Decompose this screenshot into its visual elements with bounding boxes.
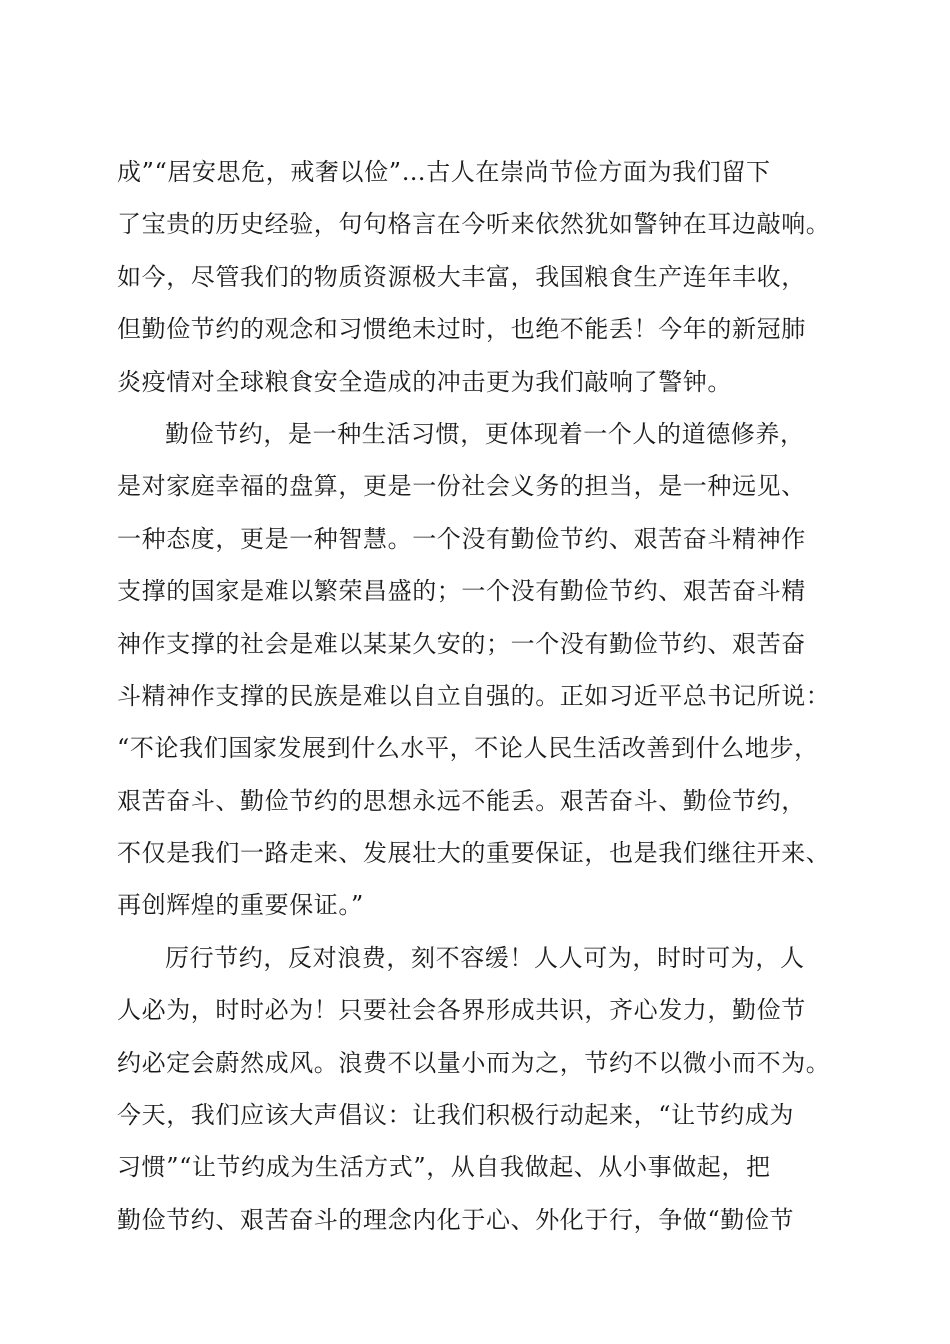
paragraph-first-line: 勤俭节约，是一种生活习惯，更体现着一个人的道德修养， — [165, 419, 805, 448]
text-line: 人必为，时时必为！只要社会各界形成共识，齐心发力，勤俭节 — [117, 996, 806, 1025]
text-line: 约必定会蔚然成风。浪费不以量小而为之，节约不以微小而不为。 — [117, 1048, 831, 1077]
text-line: 一种态度，更是一种智慧。一个没有勤俭节约、艰苦奋斗精神作 — [117, 524, 806, 553]
text-line: 不仅是我们一路走来、发展壮大的重要保证，也是我们继往开来、 — [117, 839, 831, 868]
text-line: 如今，尽管我们的物质资源极大丰富，我国粮食生产连年丰收， — [117, 262, 806, 291]
text-line: 今天，我们应该大声倡议：让我们积极行动起来，“让节约成为 — [117, 1101, 795, 1130]
text-line: 艰苦奋斗、勤俭节约的思想永远不能丢。艰苦奋斗、勤俭节约， — [117, 786, 806, 815]
text-line: 支撑的国家是难以繁荣昌盛的；一个没有勤俭节约、艰苦奋斗精 — [117, 577, 806, 606]
text-line: 习惯”“让节约成为生活方式”，从自我做起、从小事做起，把 — [117, 1153, 771, 1182]
text-line: 勤俭节约、艰苦奋斗的理念内化于心、外化于行，争做“勤俭节 — [117, 1205, 795, 1234]
text-line: 但勤俭节约的观念和习惯绝未过时，也绝不能丢！今年的新冠肺 — [117, 315, 806, 344]
text-line: 了宝贵的历史经验，句句格言在今听来依然犹如警钟在耳边敲响。 — [117, 210, 831, 239]
text-line: 炎疫情对全球粮食安全造成的冲击更为我们敲响了警钟。 — [117, 367, 732, 396]
text-line: 斗精神作支撑的民族是难以自立自强的。正如习近平总书记所说： — [117, 681, 831, 710]
text-line: 成”“居安思危，戒奢以俭”…古人在崇尚节俭方面为我们留下 — [117, 158, 771, 186]
text-line: 是对家庭幸福的盘算，更是一份社会义务的担当，是一种远见、 — [117, 472, 806, 501]
text-line: 神作支撑的社会是难以某某久安的；一个没有勤俭节约、艰苦奋 — [117, 629, 806, 658]
text-line: “不论我们国家发展到什么水平，不论人民生活改善到什么地步， — [117, 734, 819, 763]
body-text — [117, 146, 877, 1246]
text-line: 再创辉煌的重要保证。” — [117, 891, 364, 920]
paragraph-first-line: 厉行节约，反对浪费，刻不容缓！人人可为，时时可为，人 — [165, 943, 805, 972]
